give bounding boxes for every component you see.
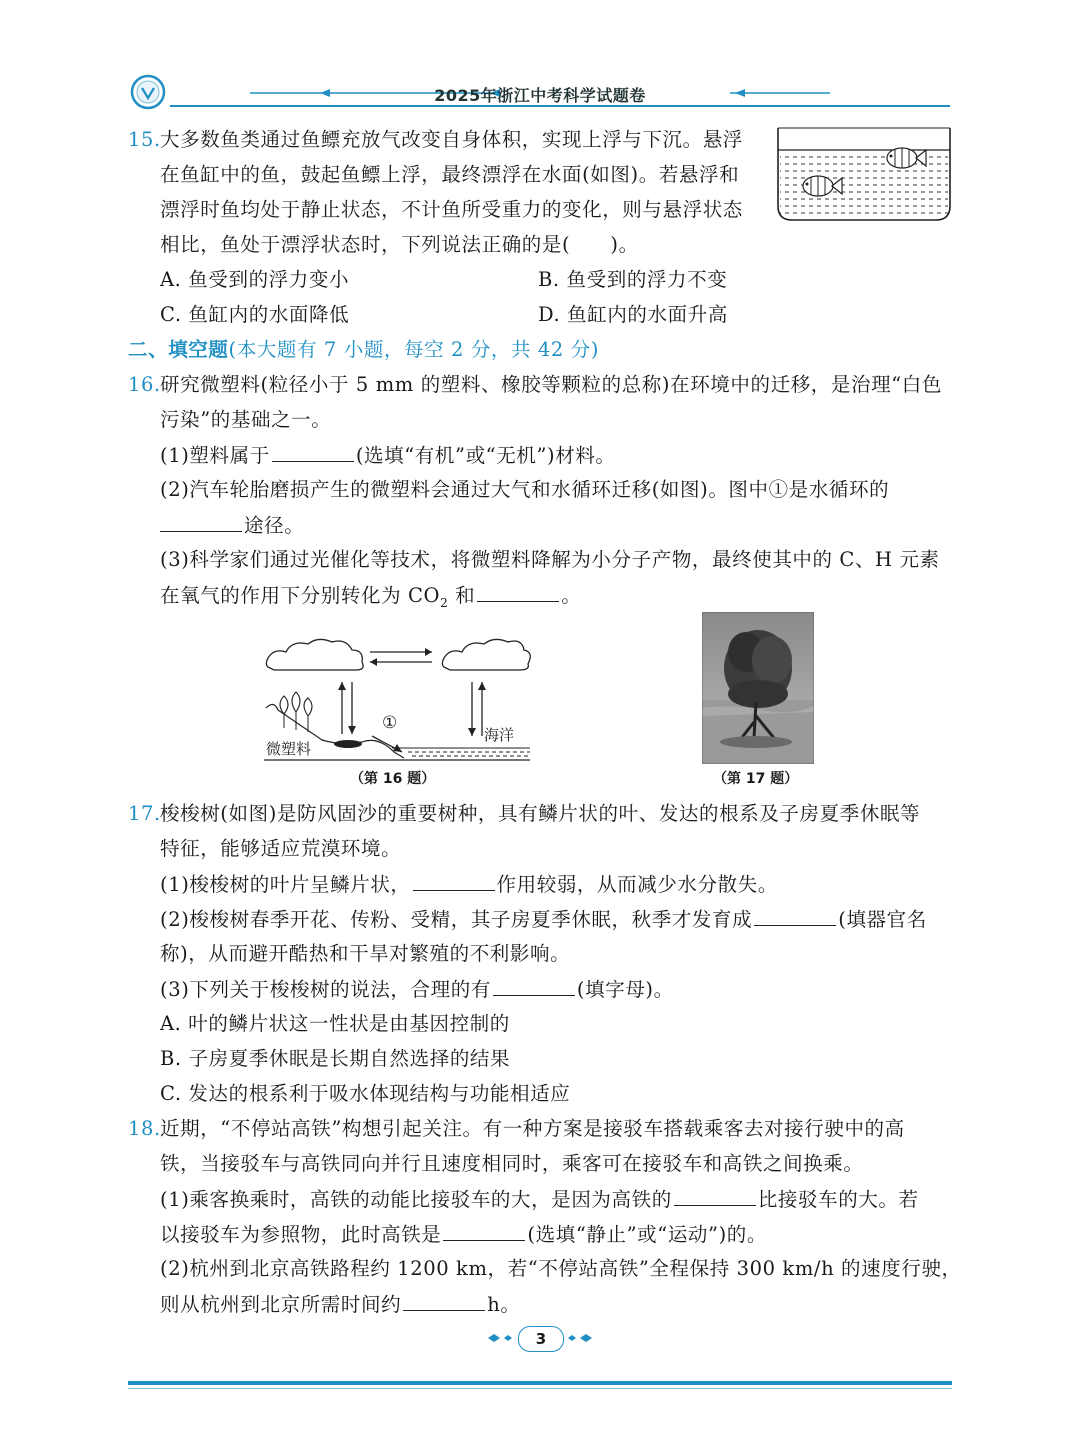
- answer-blank[interactable]: [403, 1292, 485, 1311]
- q16-part3a: (3)科学家们通过光催化等技术，将微塑料降解为小分子产物，最终使其中的 C、H 元素: [160, 548, 940, 571]
- q17-line2: 特征，能够适应荒漠环境。: [160, 837, 402, 860]
- q15-option-b: B. 鱼受到的浮力不变: [538, 268, 728, 291]
- fish-tank-figure: [776, 126, 952, 222]
- q18-part2b: 则从杭州到北京所需时间约 h。: [160, 1293, 521, 1316]
- q18-line2: 铁，当接驳车与高铁同向并行且速度相同时，乘客可在接驳车和高铁之间换乘。: [160, 1152, 864, 1175]
- q15-option-c: C. 鱼缸内的水面降低: [160, 303, 350, 326]
- q18-part2a: (2)杭州到北京高铁路程约 1200 km，若“不停站高铁”全程保持 300 km/h 的速度行驶，: [160, 1257, 962, 1280]
- q18-part1: (1)乘客换乘时，高铁的动能比接驳车的大，是因为高铁的 比接驳车的大。若: [160, 1188, 919, 1211]
- answer-blank[interactable]: [493, 977, 575, 996]
- answer-blank[interactable]: [674, 1187, 756, 1206]
- label-ocean: 海洋: [484, 726, 515, 744]
- footer-rule: [128, 1381, 952, 1385]
- q15-line3: 漂浮时鱼均处于静止状态，不计鱼所受重力的变化，则与悬浮状态: [160, 198, 743, 221]
- section2-heading: [128, 338, 599, 362]
- q17-option-a: A. 叶的鳞片状这一性状是由基因控制的: [160, 1012, 510, 1035]
- q16-part3b: 在氧气的作用下分别转化为 $CO_2$ 和 。: [160, 584, 582, 610]
- right-cloud: [442, 639, 530, 670]
- answer-blank[interactable]: [443, 1222, 525, 1241]
- q17-part3: (3)下列关于梭梭树的说法，合理的有 (填字母)。: [160, 978, 674, 1001]
- q15-option-d: D. 鱼缸内的水面升高: [538, 303, 728, 326]
- microplastic-pile: [334, 740, 362, 748]
- answer-blank[interactable]: [160, 513, 242, 532]
- q16-number: 16.: [128, 373, 161, 396]
- q18-part1b: 以接驳车为参照物，此时高铁是 (选填“静止”或“运动”)的。: [160, 1223, 767, 1246]
- q16-part2a: (2)汽车轮胎磨损产生的微塑料会通过大气和水循环迁移(如图)。图中①是水循环的: [160, 478, 890, 501]
- q17-option-c: C. 发达的根系利于吸水体现结构与功能相适应: [160, 1082, 571, 1105]
- q15-line2: 在鱼缸中的鱼，鼓起鱼鳔上浮，最终漂浮在水面(如图)。若悬浮和: [160, 163, 740, 186]
- section2-note: (本大题有 7 小题，每空 2 分，共 42 分): [228, 338, 600, 361]
- q16-line1: 研究微塑料(粒径小于 5 mm 的塑料、橡胶等颗粒的总称)在环境中的迁移，是治理“白色: [160, 373, 942, 396]
- q15-option-a: A. 鱼受到的浮力变小: [160, 268, 350, 291]
- section2-title: 二、填空题: [128, 338, 229, 361]
- q15-line4: 相比，鱼处于漂浮状态时，下列说法正确的是( )。: [160, 233, 639, 256]
- q16-line2: 污染”的基础之一。: [160, 408, 332, 431]
- page-number: 3: [518, 1326, 564, 1352]
- q15-line1: 大多数鱼类通过鱼鳔充放气改变自身体积，实现上浮与下沉。悬浮: [160, 128, 743, 151]
- q17-number: 17.: [128, 802, 161, 825]
- left-cloud: [266, 639, 363, 670]
- q17-line1: 梭梭树(如图)是防风固沙的重要树种，具有鳞片状的叶、发达的根系及子房夏季休眠等: [160, 802, 921, 825]
- q17-part1: (1)梭梭树的叶片呈鳞片状， 作用较弱，从而减少水分散失。: [160, 873, 778, 896]
- answer-blank[interactable]: [477, 583, 559, 602]
- answer-blank[interactable]: [272, 443, 354, 462]
- figure16-water-cycle: [262, 636, 532, 764]
- figure17-saxaul-photo: [702, 612, 814, 764]
- header-title: 2025年浙江中考科学试题卷: [434, 86, 646, 105]
- q18-number: 18.: [128, 1117, 161, 1140]
- q17-option-b: B. 子房夏季休眠是长期自然选择的结果: [160, 1047, 511, 1070]
- q17-part2c: 称)，从而避开酷热和干旱对繁殖的不利影响。: [160, 942, 571, 965]
- answer-blank[interactable]: [413, 872, 495, 891]
- q16-part2b: 途径。: [160, 513, 304, 538]
- label-microplastic: 微塑料: [266, 740, 312, 758]
- q17-part2: (2)梭梭树春季开花、传粉、受精，其子房夏季休眠，秋季才发育成 (填器官名: [160, 908, 927, 931]
- figure16-caption: （第 16 题）: [350, 771, 436, 787]
- answer-blank[interactable]: [754, 907, 836, 926]
- q16-part1: (1)塑料属于 (选填“有机”或“无机”)材料。: [160, 444, 616, 467]
- q15-number: 15.: [128, 128, 161, 151]
- q18-line1: 近期，“不停站高铁”构想引起关注。有一种方案是接驳车搭载乘客去对接行驶中的高: [160, 1117, 905, 1140]
- label-path-1: ①: [382, 713, 398, 733]
- figure17-caption: （第 17 题）: [713, 771, 799, 787]
- footer-rule-thin: [128, 1388, 952, 1389]
